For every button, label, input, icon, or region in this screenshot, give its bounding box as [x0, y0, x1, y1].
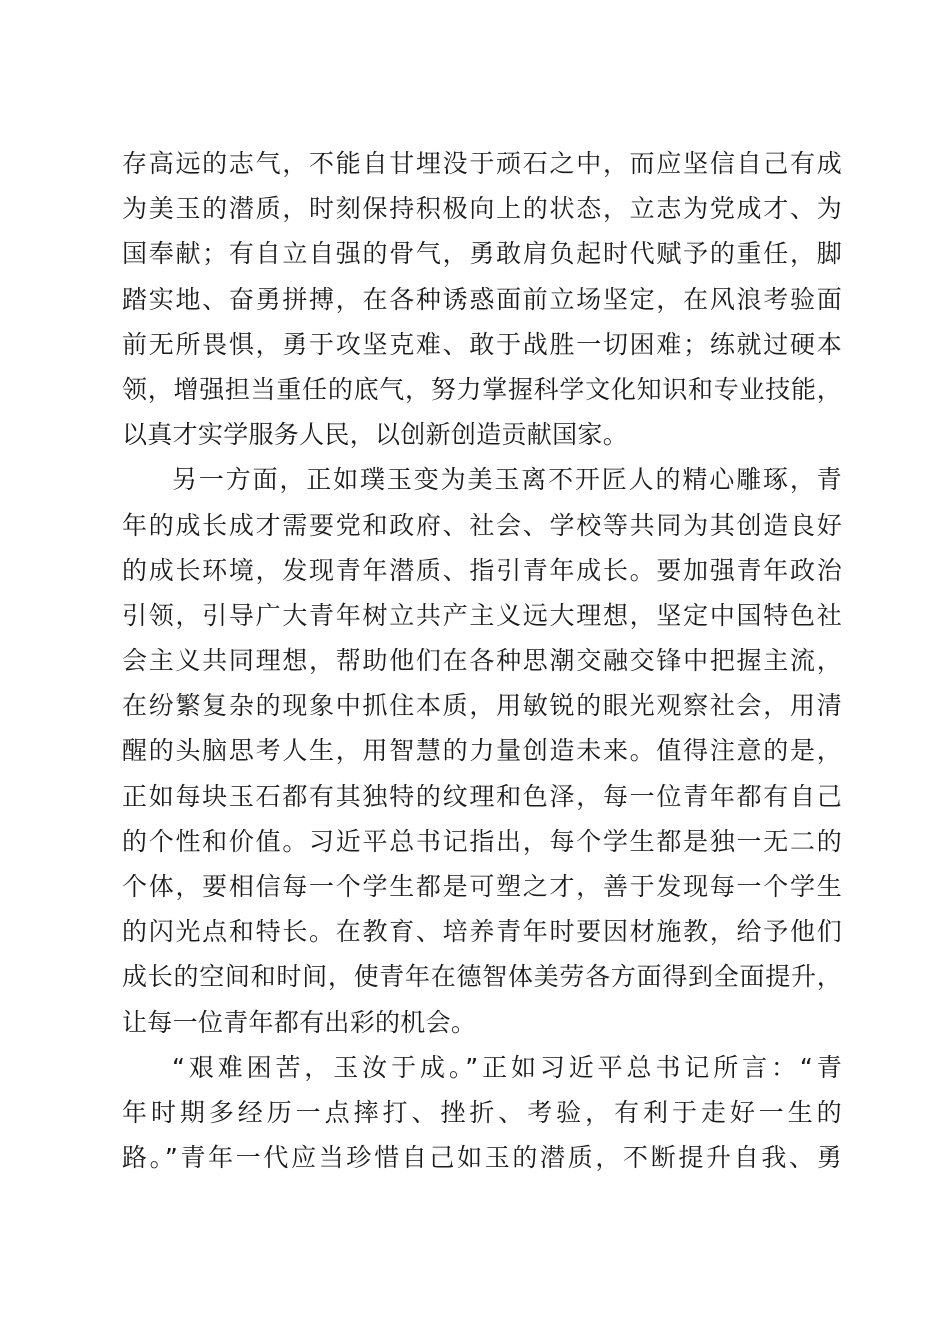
- paragraph-2: [122, 457, 842, 1044]
- document-body: [122, 141, 842, 1180]
- paragraph-line: 为美玉的潜质，时刻保持积极向上的状态，立志为党成才、为: [122, 194, 842, 224]
- paragraph-line: 正如每块玉石都有其独特的纹理和色泽，每一位青年都有自己: [122, 781, 842, 811]
- paragraph-line: 另一方面，正如璞玉变为美玉离不开匠人的精心雕琢，青: [172, 465, 842, 495]
- paragraph-line: 年的成长成才需要党和政府、社会、学校等共同为其创造良好: [122, 510, 842, 540]
- paragraph-line: 路。”青年一代应当珍惜自己如玉的潜质，不断提升自我、勇: [122, 1143, 842, 1173]
- paragraph-line: 醒的头脑思考人生，用智慧的力量创造未来。值得注意的是，: [122, 736, 842, 766]
- paragraph-line: 引领，引导广大青年树立共产主义远大理想，坚定中国特色社: [122, 600, 842, 630]
- paragraph-1: [122, 141, 842, 457]
- paragraph-line: 领，增强担当重任的底气，努力掌握科学文化知识和专业技能，: [122, 374, 842, 404]
- paragraph-line: 个体，要相信每一个学生都是可塑之才，善于发现每一个学生: [122, 872, 842, 901]
- paragraph-3: [122, 1045, 842, 1181]
- paragraph-line: 的成长环境，发现青年潜质、指引青年成长。要加强青年政治: [122, 555, 842, 585]
- paragraph-line: 会主义共同理想，帮助他们在各种思潮交融交锋中把握主流，: [122, 646, 842, 676]
- paragraph-line: 的个性和价值。习近平总书记指出，每个学生都是独一无二的: [122, 826, 842, 856]
- paragraph-line: 的闪光点和特长。在教育、培养青年时要因材施教，给予他们: [122, 917, 842, 947]
- paragraph-line: 踏实地、奋勇拼搏，在各种诱惑面前立场坚定，在风浪考验面: [122, 284, 842, 314]
- paragraph-line: 国奉献；有自立自强的骨气，勇敢肩负起时代赋予的重任，脚: [122, 239, 842, 269]
- paragraph-line: 以真才实学服务人民，以创新创造贡献国家。: [122, 420, 629, 450]
- paragraph-line: 成长的空间和时间，使青年在德智体美劳各方面得到全面提升，: [122, 962, 842, 992]
- paragraph-line: 存高远的志气，不能自甘埋没于顽石之中，而应坚信自己有成: [122, 149, 842, 178]
- paragraph-line: 在纷繁复杂的现象中抓住本质，用敏锐的眼光观察社会，用清: [122, 691, 842, 721]
- paragraph-line: 年时期多经历一点摔打、挫折、考验，有利于走好一生的: [122, 1097, 842, 1127]
- paragraph-line: 前无所畏惧，勇于攻坚克难、敢于战胜一切困难；练就过硬本: [122, 329, 842, 359]
- paragraph-line: 让每一位青年都有出彩的机会。: [122, 1007, 477, 1037]
- paragraph-line: “艰难困苦，玉汝于成。”正如习近平总书记所言：“青: [172, 1052, 842, 1082]
